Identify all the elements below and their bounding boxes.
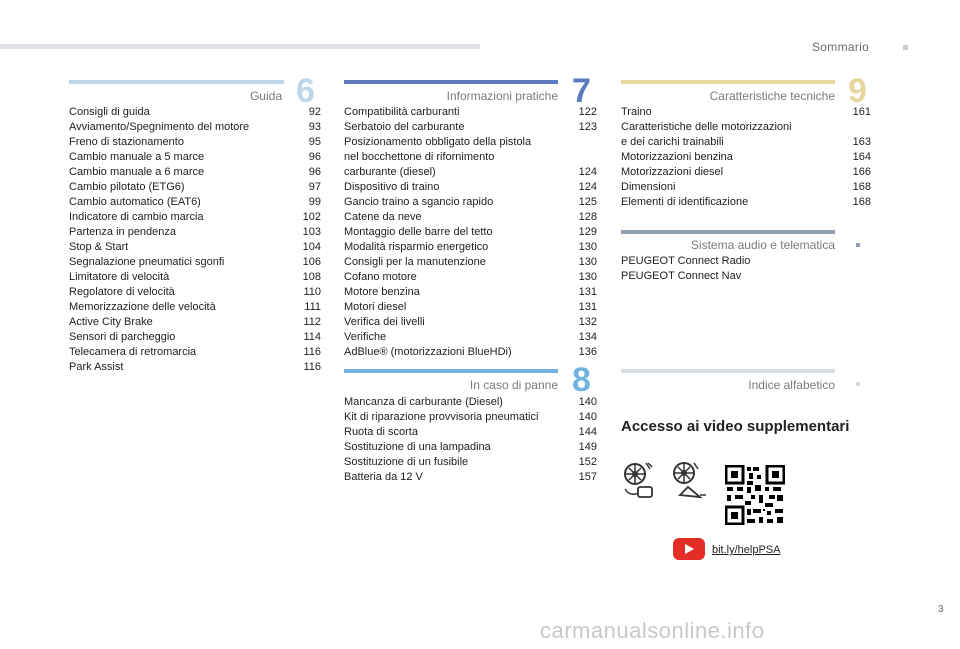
toc-entry[interactable] [621, 195, 871, 210]
toc-entry[interactable] [69, 300, 321, 315]
toc-entry[interactable] [344, 255, 597, 270]
section-informazioni-number: 7 [572, 72, 591, 110]
video-link[interactable]: bit.ly/helpPSA [712, 544, 781, 556]
toc-entry-label: Freno di stazionamento [69, 136, 184, 148]
section-panne-bar [344, 369, 558, 373]
toc-entry-label: Cambio pilotato (ETG6) [69, 181, 185, 193]
toc-entry[interactable] [69, 240, 321, 255]
section-caratteristiche-number: 9 [848, 72, 867, 110]
toc-entry[interactable] [344, 395, 597, 410]
toc-entry-label: Sensori di parcheggio [69, 331, 176, 343]
section-caratteristiche-bar [621, 80, 835, 84]
toc-entry-page: 129 [578, 226, 597, 238]
toc-entry[interactable] [344, 455, 597, 470]
toc-entry-label: PEUGEOT Connect Nav [621, 270, 742, 282]
page-title[interactable]: Sommario [812, 40, 870, 54]
toc-entry-label: Ruota di scorta [344, 426, 418, 438]
toc-entry-page: 130 [578, 271, 597, 283]
section-audio-bullet [856, 243, 860, 247]
toc-entry-page: 95 [308, 136, 321, 148]
toc-entry-label: Motorizzazioni diesel [621, 166, 724, 178]
toc-entry-page: 161 [852, 106, 871, 118]
toc-entry-page: 168 [852, 196, 871, 208]
toc-entry-label: Gancio traino a sgancio rapido [344, 196, 494, 208]
section-guida-title[interactable]: Guida [249, 89, 282, 103]
toc-entry[interactable] [69, 195, 321, 210]
section-indice-bullet [856, 382, 860, 386]
toc-entry-label: Active City Brake [69, 316, 153, 328]
toc-entry-page: 140 [578, 396, 597, 408]
toc-entry-page: 110 [303, 286, 321, 298]
toc-entry[interactable] [69, 270, 321, 285]
section-panne-entries [344, 395, 597, 485]
toc-entry-label: Motori diesel [344, 301, 407, 313]
toc-entry-label: Catene da neve [344, 211, 422, 223]
toc-entry-label: Stop & Start [69, 241, 129, 253]
toc-entry-page: 93 [308, 121, 321, 133]
toc-entry[interactable] [69, 345, 321, 360]
page-number: 3 [938, 604, 944, 615]
toc-entry-label: Avviamento/Spegnimento del motore [69, 121, 250, 133]
wheel-repair-icon [622, 461, 656, 501]
section-informazioni-title[interactable]: Informazioni pratiche [446, 89, 558, 103]
toc-entry[interactable] [69, 255, 321, 270]
toc-entry[interactable] [344, 315, 597, 330]
toc-entry-label: Batteria da 12 V [344, 471, 423, 483]
toc-entry[interactable] [621, 254, 871, 269]
section-guida-number: 6 [296, 72, 315, 110]
toc-entry-page: 168 [852, 181, 871, 193]
toc-entry-label: Compatibilità carburanti [344, 106, 460, 118]
youtube-icon[interactable] [673, 538, 705, 560]
toc-entry[interactable] [621, 269, 871, 284]
toc-entry-label: Sostituzione di una lampadina [344, 441, 491, 453]
toc-entry-page: 104 [302, 241, 321, 253]
toc-entry[interactable] [344, 195, 597, 210]
section-panne-number: 8 [572, 361, 591, 399]
toc-entry[interactable] [344, 425, 597, 440]
toc-entry[interactable] [344, 180, 597, 195]
section-caratteristiche-entries [621, 105, 871, 210]
toc-entry-page: 152 [578, 456, 597, 468]
toc-entry-page: 112 [303, 316, 321, 328]
toc-entry-page: 163 [852, 136, 871, 148]
toc-entry[interactable] [69, 315, 321, 330]
toc-entry[interactable] [69, 330, 321, 345]
toc-entry[interactable] [621, 180, 871, 195]
toc-entry[interactable] [69, 285, 321, 300]
toc-entry-page: 114 [303, 331, 321, 343]
toc-entry[interactable] [344, 105, 597, 120]
toc-entry-label: Regolatore di velocità [69, 286, 175, 298]
toc-entry-page: 166 [852, 166, 871, 178]
toc-entry-page: 164 [852, 151, 871, 163]
toc-entry-label: Partenza in pendenza [69, 226, 177, 238]
toc-entry-label: Memorizzazione delle velocità [69, 301, 216, 313]
toc-entry-label: Cambio automatico (EAT6) [69, 196, 201, 208]
toc-entry-page: 96 [308, 166, 321, 178]
toc-entry[interactable] [69, 135, 321, 150]
toc-entry[interactable] [344, 135, 597, 180]
toc-entry-page: 102 [302, 211, 321, 223]
toc-entry-label: Montaggio delle barre del tetto [344, 226, 493, 238]
toc-entry-page: 116 [303, 361, 321, 373]
watermark-text: carmanualsonline.info [540, 618, 765, 643]
section-caratteristiche-title[interactable]: Caratteristiche tecniche [709, 89, 835, 103]
section-indice-title[interactable]: Indice alfabetico [748, 378, 835, 392]
toc-entry-label: Dispositivo di traino [344, 181, 440, 193]
toc-entry-page: 123 [578, 121, 597, 133]
toc-entry-page: 157 [578, 471, 597, 483]
toc-entry[interactable] [344, 285, 597, 300]
toc-entry-label: Posizionamento obbligato della pistola nel bocchettone di rifornimento carburante (diesel) [344, 136, 532, 178]
section-audio-entries [621, 254, 871, 284]
toc-entry[interactable] [69, 210, 321, 225]
toc-entry-label: Cambio manuale a 5 marce [69, 151, 205, 163]
toc-entry[interactable] [69, 225, 321, 240]
toc-entry-label: Consigli di guida [69, 106, 150, 118]
toc-entry-label: Motorizzazioni benzina [621, 151, 733, 163]
toc-entry-label: Park Assist [69, 361, 124, 373]
toc-entry[interactable] [69, 180, 321, 195]
toc-entry[interactable] [344, 345, 597, 360]
toc-entry-page: 96 [308, 151, 321, 163]
toc-entry[interactable] [344, 270, 597, 285]
toc-entry-label: Limitatore di velocità [69, 271, 170, 283]
toc-entry-label: PEUGEOT Connect Radio [621, 255, 751, 267]
toc-entry-label: Segnalazione pneumatici sgonfi [69, 256, 225, 268]
toc-entry[interactable] [621, 165, 871, 180]
toc-entry[interactable] [344, 410, 597, 425]
section-indice-bar [621, 369, 835, 373]
toc-entry[interactable] [69, 120, 321, 135]
toc-entry-page: 108 [302, 271, 321, 283]
toc-entry-page: 140 [578, 411, 597, 423]
toc-entry-page: 106 [302, 256, 321, 268]
toc-entry[interactable] [344, 330, 597, 345]
toc-entry[interactable] [344, 210, 597, 225]
section-guida-bar [69, 80, 284, 84]
toc-entry-label: Sostituzione di un fusibile [344, 456, 469, 468]
toc-entry-label: Traino [621, 106, 652, 118]
toc-entry-page: 111 [304, 301, 321, 313]
toc-entry[interactable] [69, 105, 321, 120]
toc-entry-page: 144 [578, 426, 597, 438]
toc-entry-label: Dimensioni [621, 181, 676, 193]
toc-entry-page: 128 [578, 211, 597, 223]
section-audio-title[interactable]: Sistema audio e telematica [690, 238, 835, 252]
toc-entry-label: Indicatore di cambio marcia [69, 211, 204, 223]
toc-entry-label: Verifiche [344, 331, 387, 343]
wheel-change-icon [672, 461, 708, 501]
toc-entry-page: 103 [302, 226, 321, 238]
toc-entry[interactable] [69, 360, 321, 375]
toc-entry[interactable] [344, 240, 597, 255]
section-informazioni-entries [344, 105, 597, 360]
section-informazioni-bar [344, 80, 558, 84]
top-decoration-bar [0, 44, 480, 49]
toc-entry-label: Caratteristiche delle motorizzazioni e dei carichi trainabili [621, 121, 792, 148]
toc-entry[interactable] [621, 120, 871, 150]
toc-entry[interactable] [621, 150, 871, 165]
toc-entry[interactable] [344, 120, 597, 135]
qr-code-icon[interactable] [725, 465, 785, 525]
toc-entry-label: Telecamera di retromarcia [69, 346, 197, 358]
toc-entry-page: 124 [578, 181, 597, 193]
section-audio-bar [621, 230, 835, 234]
toc-entry-page: 92 [308, 106, 321, 118]
toc-entry[interactable] [344, 225, 597, 240]
toc-entry-page: 125 [578, 196, 597, 208]
toc-entry[interactable] [69, 150, 321, 165]
toc-entry-page: 124 [578, 166, 597, 178]
toc-entry-page: 130 [578, 256, 597, 268]
toc-entry-page: 116 [303, 346, 321, 358]
toc-entry-page: 149 [578, 441, 597, 453]
toc-entry[interactable] [344, 470, 597, 485]
toc-entry-page: 122 [578, 106, 597, 118]
toc-entry-label: Motore benzina [344, 286, 420, 298]
toc-entry-page: 136 [578, 346, 597, 358]
toc-entry-page: 134 [578, 331, 597, 343]
toc-entry-label: Verifica dei livelli [344, 316, 425, 328]
video-access-title: Accesso ai video supplementari [621, 418, 850, 435]
toc-entry-label: Serbatoio del carburante [344, 121, 465, 133]
toc-entry-page: 130 [578, 241, 597, 253]
toc-entry-label: Consigli per la manutenzione [344, 256, 486, 268]
toc-entry[interactable] [69, 165, 321, 180]
toc-entry-label: Mancanza di carburante (Diesel) [344, 396, 503, 408]
toc-entry-label: Kit di riparazione provvisoria pneumatici [344, 411, 539, 423]
section-panne-title[interactable]: In caso di panne [469, 378, 558, 392]
toc-entry-label: AdBlue® (motorizzazioni BlueHDi) [344, 346, 512, 358]
toc-entry-label: Modalità risparmio energetico [344, 241, 489, 253]
toc-entry-label: Cofano motore [344, 271, 417, 283]
toc-entry-page: 132 [578, 316, 597, 328]
toc-entry-page: 99 [308, 196, 321, 208]
toc-entry[interactable] [344, 300, 597, 315]
toc-entry[interactable] [344, 440, 597, 455]
toc-entry-label: Elementi di identificazione [621, 196, 749, 208]
toc-entry-page: 131 [578, 286, 597, 298]
toc-entry[interactable] [621, 105, 871, 120]
header-square-icon [903, 45, 908, 50]
toc-entry-page: 131 [578, 301, 597, 313]
toc-entry-label: Cambio manuale a 6 marce [69, 166, 205, 178]
toc-entry-page: 97 [308, 181, 321, 193]
section-guida-entries [69, 105, 321, 375]
